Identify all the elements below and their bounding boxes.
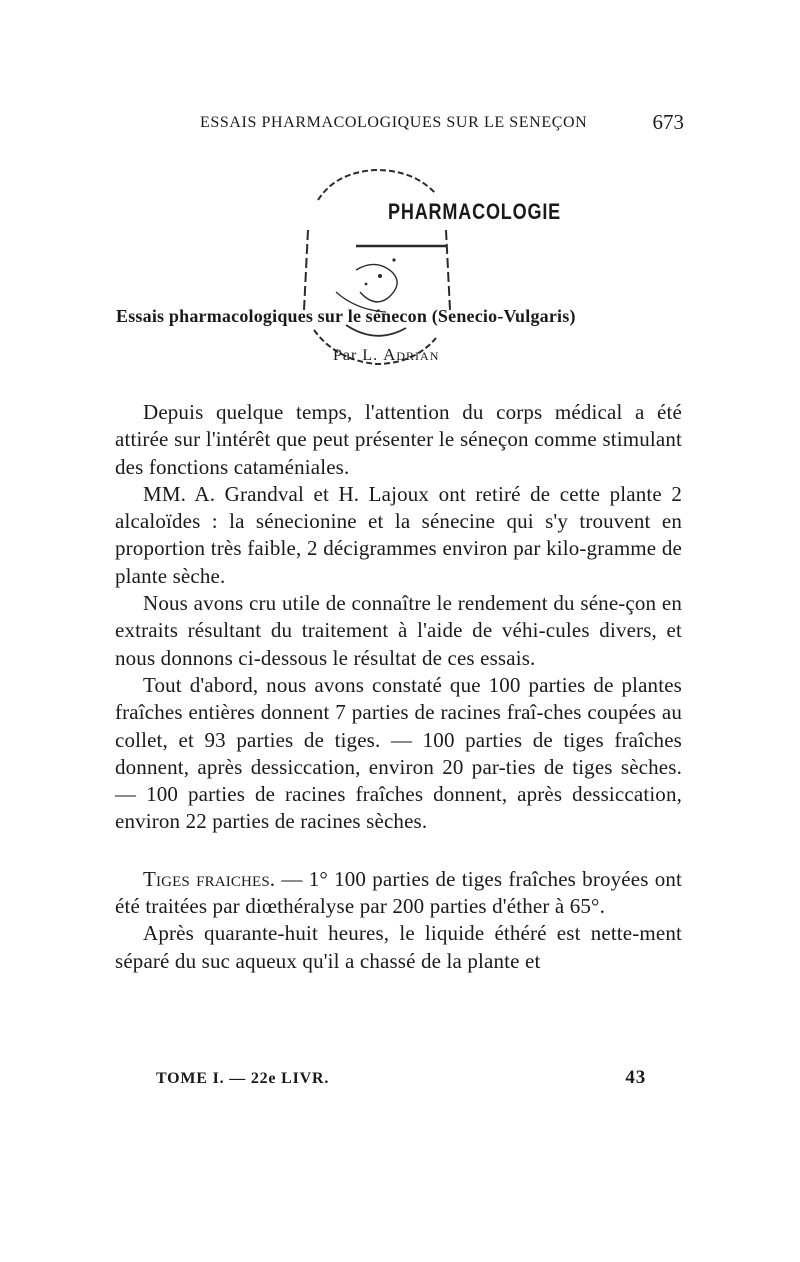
article-title-part: sur (317, 306, 344, 326)
subsection-text: — 1° 100 parties de tiges fraîches broyées ont été traitées par diœthéralyse par 200 parties d'éther à 65°. (115, 866, 682, 919)
author-line (333, 345, 439, 365)
volume-mark: TOME I. — 22e LIVR. (156, 1070, 330, 1087)
article-title-part: Essais pharmacologiques (116, 306, 314, 326)
subsection-heading: Tiges fraiches. (143, 866, 276, 891)
section-header: PHARMACOLOGIE (388, 199, 562, 224)
running-title: ESSAIS PHARMACOLOGIQUES SUR LE SENEÇON (200, 114, 588, 131)
article-title-part: le (347, 306, 362, 326)
body-paragraph: Depuis quelque temps, l'attention du corps médical a été attirée sur l'intérêt que peut présenter le séneçon comme stimulant des fonctions cataméniales. (115, 400, 682, 479)
author-prefix: Par L. (333, 347, 379, 364)
article-body (115, 399, 682, 975)
body-paragraph: Nous avons cru utile de connaître le rendement du séne-çon en extraits résultant du traitement à l'aide de véhi-cules divers, et nous donnons ci-dessous le résultat de ces essais. (115, 591, 682, 670)
author-name: Adrian (383, 345, 440, 364)
body-paragraph: Après quarante-huit heures, le liquide éthéré est nette-ment séparé du suc aqueux qu'il a chassé de la plante et (115, 921, 682, 973)
page-number: 673 (652, 110, 684, 134)
article-title (116, 306, 696, 327)
signature-mark: 43 (625, 1067, 646, 1088)
article-title-part: sénecon (Senecio-Vulgaris) (365, 306, 576, 326)
body-paragraph: MM. A. Grandval et H. Lajoux ont retiré de cette plante 2 alcaloïdes : la sénecionine et la sénecine qui s'y trouvent en proportion très faible, 2 décigrammes environ par kilo-gramme de plante sèche. (115, 481, 682, 588)
body-paragraph (115, 866, 682, 921)
body-paragraph: Tout d'abord, nous avons constaté que 100 parties de plantes fraîches entières donnent 7 parties de racines fraî-ches coupées au collet, et 93 parties de tiges. — 100 parties de tiges fraîches donnent, après dessiccation, environ 20 par-ties de tiges sèches. — 100 parties de racines fraîches donnent, après dessiccation, environ 22 parties de racines sèches. (115, 672, 682, 834)
